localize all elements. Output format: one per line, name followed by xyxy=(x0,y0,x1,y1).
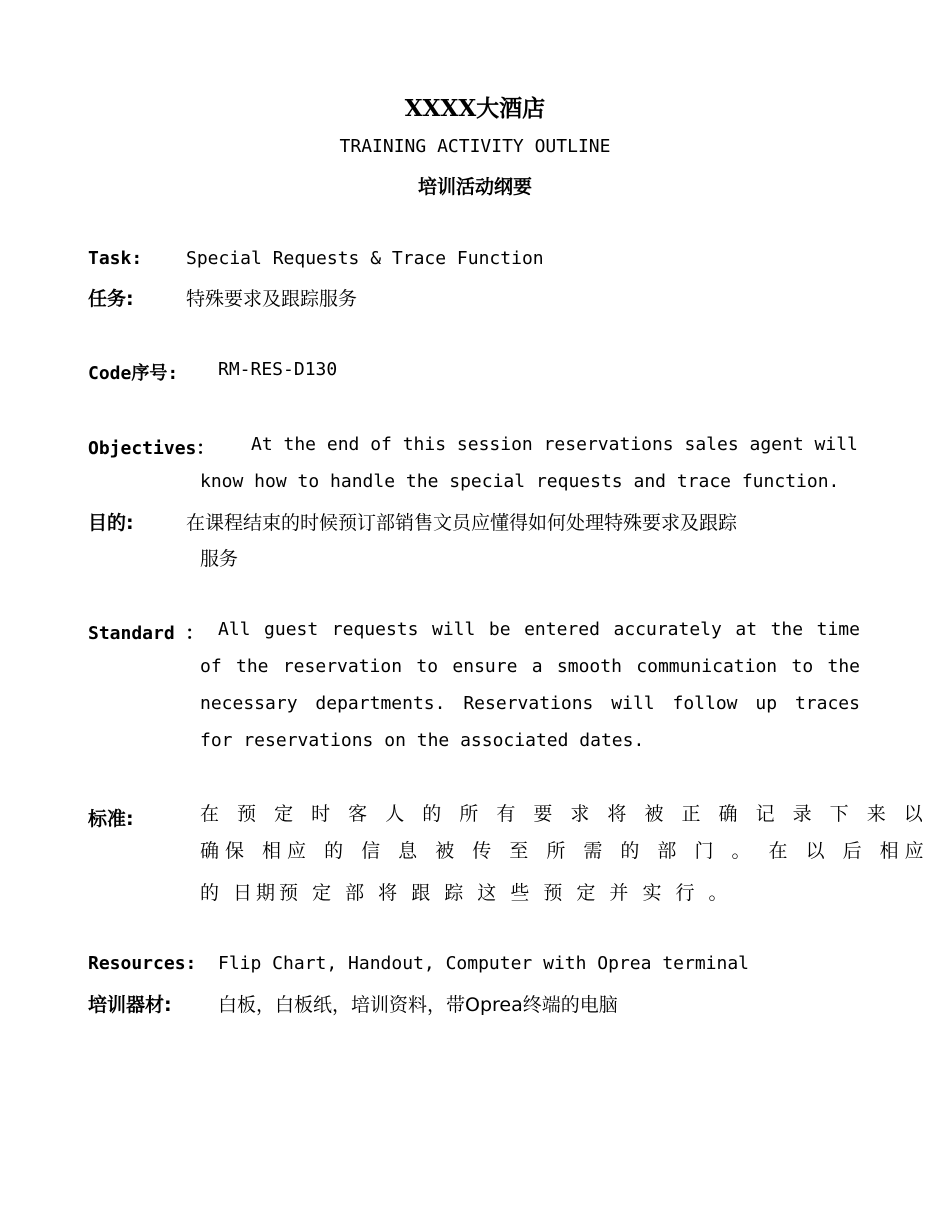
standard-line-1-cn: 在 预 定 时 客 人 的 所 有 要 求 将 被 正 确 记 录 下 来 以 xyxy=(200,803,929,825)
task-value-cn: 特殊要求及跟踪服务 xyxy=(186,288,358,310)
objectives-line-2-en: know how to handle the special requests and trace function. xyxy=(200,471,840,492)
resources-value-en: Flip Chart, Handout, Computer with Oprea terminal xyxy=(218,953,750,974)
objectives-label-en: Objectives： xyxy=(88,438,215,459)
code-label: Code序号: xyxy=(88,363,179,384)
standard-line-2-en: of the reservation to ensure a smooth communication to the xyxy=(200,656,860,677)
code-value: RM-RES-D130 xyxy=(218,359,338,380)
standard-line-4-en: for reservations on the associated dates. xyxy=(200,730,645,751)
standard-label-cn: 标准: xyxy=(88,808,134,830)
task-value-en: Special Requests & Trace Function xyxy=(186,248,544,269)
objectives-line-1-cn: 在课程结束的时候预订部销售文员应懂得如何处理特殊要求及跟踪 xyxy=(186,512,738,534)
standard-line-3-cn: 的 日期预 定 部 将 跟 踪 这 些 预 定 并 实 行 。 xyxy=(200,882,732,904)
objectives-line-1-en: At the end of this session reservations sales agent will xyxy=(251,434,858,455)
hotel-title: XXXX大酒店 xyxy=(404,95,546,122)
outline-title-en: TRAINING ACTIVITY OUTLINE xyxy=(339,136,611,157)
resources-label-cn: 培训器材: xyxy=(88,994,172,1016)
outline-title-cn: 培训活动纲要 xyxy=(417,176,532,198)
resources-label-en: Resources: xyxy=(88,953,197,974)
objectives-label-cn: 目的: xyxy=(88,512,134,534)
standard-label-en: Standard ： xyxy=(88,623,204,644)
standard-line-2-cn: 确保 相应 的 信 息 被 传 至 所 需 的 部 门 。 在 以 后 相应 xyxy=(200,840,930,862)
task-label-cn: 任务: xyxy=(88,288,134,310)
task-label-en: Task: xyxy=(88,248,143,269)
standard-line-3-en: necessary departments. Reservations will follow up traces xyxy=(200,693,860,714)
standard-line-1-en: All guest requests will be entered accurately at the time xyxy=(218,619,860,640)
resources-value-cn: 白板，白板纸，培训资料，带Oprea终端的电脑 xyxy=(218,994,618,1016)
objectives-line-2-cn: 服务 xyxy=(200,548,239,570)
